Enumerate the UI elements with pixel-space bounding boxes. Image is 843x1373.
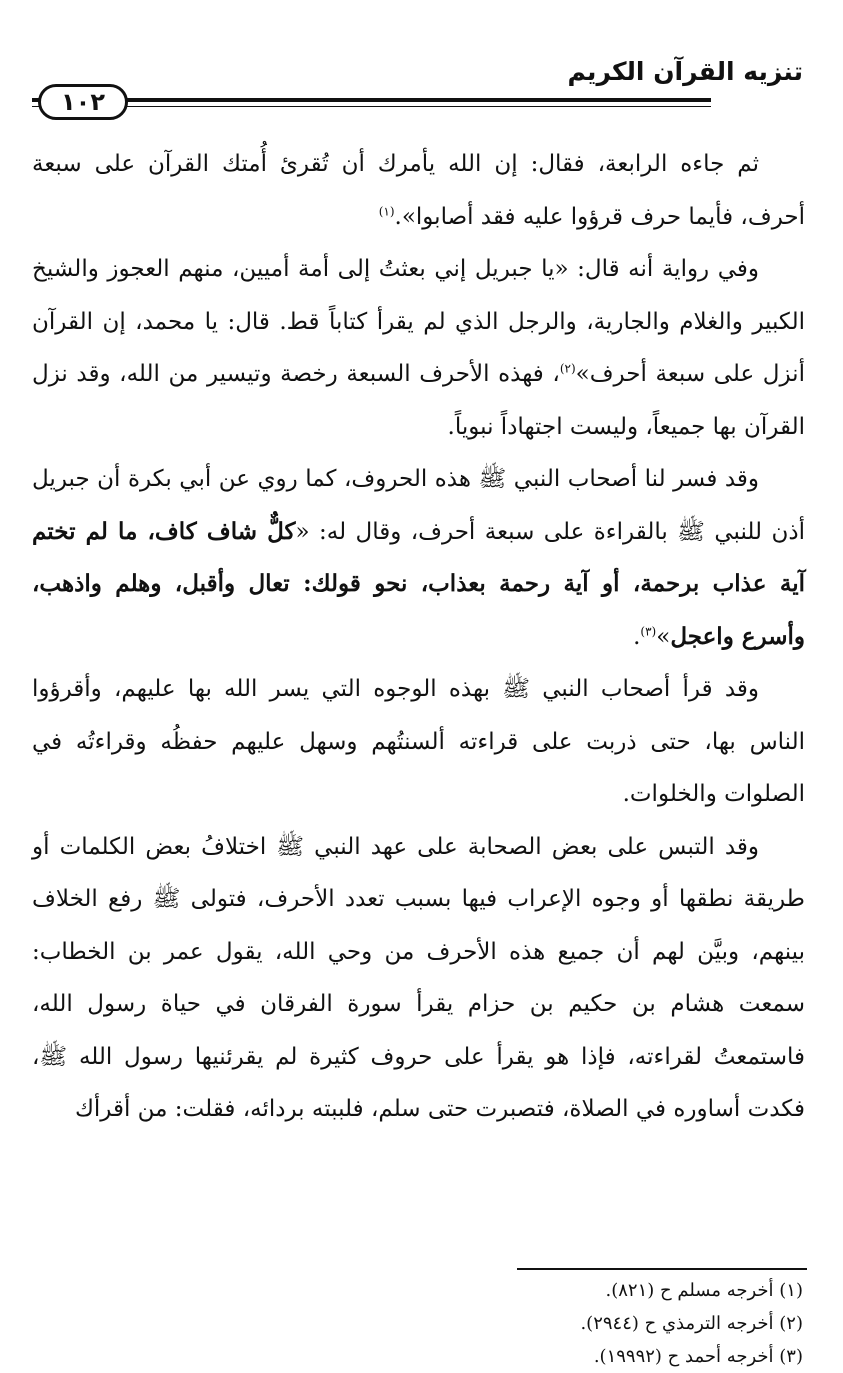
- quote-close-mark: »: [656, 623, 671, 650]
- body-text: [32, 138, 805, 1136]
- paragraph-1-text: ثم جاءه الرابعة، فقال: إن الله يأمرك أن تُقرئ أُمتك القرآن على سبعة أحرف، فأيما حرف قرؤوا عليه فقد أصابوا».: [32, 151, 805, 230]
- paragraph-1: [32, 138, 805, 243]
- paragraph-5: وقد التبس على بعض الصحابة على عهد النبي ﷺ اختلافُ بعض الكلمات أو طريقة نطقها أو وجوه الإعراب فيها بسبب تعدد الأحرف، فتولى ﷺ رفع الخلاف بينهم، وبيَّن لهم أن جميع هذه الأحرف من وحي الله، يقول عمر بن الخطاب: سمعت هشام بن حكيم بن حزام يقرأ سورة الفرقان في حياة رسول الله، فاستمعتُ لقراءته، فإذا هو يقرأ على حروف كثيرة لم يقرئنيها رسول الله ﷺ، فكدت أساوره في الصلاة، فتصبرت حتى سلم، فلببته بردائه، فقلت: من أقرأك: [32, 833, 805, 1122]
- footnote-item: (٢) أخرجه الترمذي ح (٢٩٤٤).: [580, 1313, 803, 1334]
- footnote-item: (١) أخرجه مسلم ح (٨٢١).: [605, 1280, 803, 1301]
- paragraph-2-tail: ، فهذه الأحرف السبعة رخصة وتيسير من الله، وقد نزل القرآن بها جميعاً، وليست اجتهاداً نبوياً.: [32, 361, 805, 440]
- hadith-quote-bold: كلٌّ شاف كاف، ما لم تختم آية عذاب برحمة، أو آية رحمة بعذاب، نحو قولك: تعال وأقبل، وهلم واذهب، وأسرع واعجل: [32, 517, 805, 650]
- footnote-ref-3: (٣): [640, 623, 657, 638]
- paragraph-4: وقد قرأ أصحاب النبي ﷺ بهذه الوجوه التي يسر الله بها عليهم، وأقرؤوا الناس بها، حتى ذربت على قراءته ألسنتُهم وسهل عليهم حفظُه وقراءتُه في الصلوات والخلوات.: [32, 676, 805, 807]
- footnotes-list: [300, 1274, 803, 1373]
- header-rule: [32, 98, 711, 102]
- paragraph-3-text: وقد فسر لنا أصحاب النبي ﷺ هذه الحروف، كما روي عن أبي بكرة أن جبريل أذن للنبي ﷺ بالقراءة على سبعة أحرف، وقال له: «: [32, 466, 806, 545]
- header-rule-thin: [32, 106, 711, 107]
- paragraph-3: [32, 453, 805, 663]
- footnote-item: (٣) أخرجه أحمد ح (١٩٩٩٢).: [593, 1346, 803, 1367]
- paragraph-2: [32, 243, 805, 453]
- paragraph-2-text: وفي رواية أنه قال: «يا جبريل إني بعثتُ إلى أمة أميين، منهم العجوز والشيخ الكبير والغلام والجارية، والرجل الذي لم يقرأ كتاباً قط. قال: يا محمد، إن القرآن أنزل على سبعة أحرف»: [32, 256, 805, 387]
- footnote-ref-1: (١): [378, 203, 395, 218]
- paragraph-3-end: .: [633, 623, 641, 650]
- footnote-ref-2: (٢): [559, 361, 576, 376]
- footnote-separator: [517, 1268, 807, 1270]
- page-number: ١٠٢: [38, 84, 128, 120]
- running-head-title: تنزيه القرآن الكريم: [567, 57, 803, 86]
